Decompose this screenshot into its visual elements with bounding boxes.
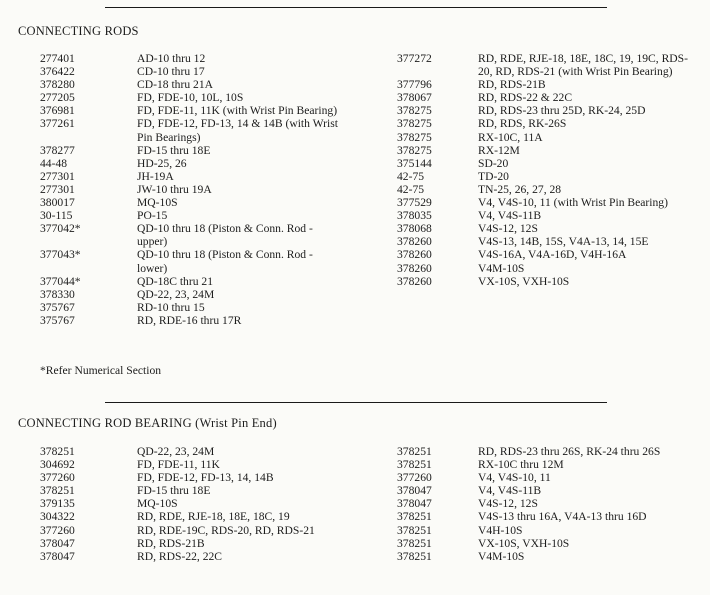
model-description: V4M-10S xyxy=(478,261,525,275)
part-number: 378251 xyxy=(397,549,432,563)
part-number: 30-115 xyxy=(40,209,73,223)
list-item xyxy=(397,131,697,144)
part-number: 304692 xyxy=(40,458,75,472)
list-item xyxy=(40,117,340,143)
list-item xyxy=(40,222,340,248)
model-description: RD, RDE, RJE-18, 18E, 18C, 19, 19C, RDS-20, RD, RDS-21 (with Wrist Pin Bearing) xyxy=(478,52,688,79)
list-item xyxy=(397,537,697,550)
part-number: 379135 xyxy=(40,497,75,511)
part-number: 378275 xyxy=(397,143,432,157)
section1-left-column xyxy=(40,52,340,327)
part-number: 377261 xyxy=(40,117,75,131)
model-description: V4S-13, 14B, 15S, V4A-13, 14, 15E xyxy=(478,235,649,249)
list-item xyxy=(40,314,340,327)
model-description: FD, FDE-12, FD-13, 14 & 14B (with Wrist Pin Bearings) xyxy=(137,117,338,144)
top-rule xyxy=(105,7,607,8)
model-description: VX-10S, VXH-10S xyxy=(478,274,570,288)
model-description: JW-10 thru 19A xyxy=(137,182,212,196)
list-item xyxy=(40,301,340,314)
model-description: QD-18C thru 21 xyxy=(137,274,213,288)
part-number: 378251 xyxy=(397,510,432,524)
list-item xyxy=(40,550,340,563)
model-description: AD-10 thru 12 xyxy=(137,52,206,65)
part-number: 304322 xyxy=(40,510,75,524)
part-number: 378275 xyxy=(397,117,432,131)
list-item xyxy=(40,157,340,170)
list-item xyxy=(397,458,697,471)
model-description: RD, RDS-22, 22C xyxy=(137,549,223,563)
model-description: VX-10S, VXH-10S xyxy=(478,536,570,550)
list-item xyxy=(397,144,697,157)
model-description: FD-15 thru 18E xyxy=(137,143,211,157)
model-description: V4, V4S-11B xyxy=(478,209,542,223)
part-number: 377272 xyxy=(397,52,432,65)
list-item xyxy=(40,275,340,288)
footnote: *Refer Numerical Section xyxy=(40,364,162,377)
section2-heading: CONNECTING ROD BEARING (Wrist Pin End) xyxy=(18,416,277,430)
part-number: 378067 xyxy=(397,91,432,105)
part-number: 378260 xyxy=(397,274,432,288)
model-description: TN-25, 26, 27, 28 xyxy=(478,182,562,196)
model-description: QD-10 thru 18 (Piston & Conn. Rod - upper) xyxy=(137,222,313,249)
part-number: 378047 xyxy=(397,484,432,498)
model-description: FD, FDE-11, 11K xyxy=(137,458,220,472)
model-description: HD-25, 26 xyxy=(137,156,187,170)
model-description: JH-19A xyxy=(137,169,174,183)
part-number: 378275 xyxy=(397,104,432,118)
list-item xyxy=(397,484,697,497)
list-item xyxy=(397,445,697,458)
model-description: V4S-13 thru 16A, V4A-13 thru 16D xyxy=(478,510,647,524)
part-number: 277301 xyxy=(40,169,75,183)
part-number: 377044* xyxy=(40,274,81,288)
part-number: 378251 xyxy=(40,484,75,498)
model-description: RX-10C thru 12M xyxy=(478,458,564,472)
model-description: QD-22, 23, 24M xyxy=(137,445,215,458)
model-description: V4S-12, 12S xyxy=(478,222,538,236)
part-number: 378260 xyxy=(397,235,432,249)
part-number: 378047 xyxy=(397,497,432,511)
model-description: RD, RDS-23 thru 25D, RK-24, 25D xyxy=(478,104,646,118)
list-item xyxy=(40,104,340,117)
part-number: 378251 xyxy=(40,445,75,458)
part-number: 377043* xyxy=(40,248,81,262)
model-description: FD, FDE-10, 10L, 10S xyxy=(137,91,244,105)
part-number: 377529 xyxy=(397,196,432,210)
model-description: QD-10 thru 18 (Piston & Conn. Rod - lower) xyxy=(137,248,313,275)
part-number: 378251 xyxy=(397,523,432,537)
list-item xyxy=(397,117,697,130)
list-item xyxy=(397,248,697,261)
part-number: 377260 xyxy=(40,471,75,485)
model-description: V4S-12, 12S xyxy=(478,497,538,511)
model-description: PO-15 xyxy=(137,209,168,223)
part-number: 377260 xyxy=(40,523,75,537)
list-item xyxy=(40,170,340,183)
part-number: 42-75 xyxy=(397,182,425,196)
part-number: 377042* xyxy=(40,222,81,236)
part-number: 277205 xyxy=(40,91,75,105)
list-item xyxy=(397,510,697,523)
part-number: 377796 xyxy=(397,78,432,92)
part-number: 378330 xyxy=(40,287,75,301)
section1-heading: CONNECTING RODS xyxy=(18,24,139,38)
model-description: RD, RDS-22 & 22C xyxy=(478,91,573,105)
model-description: V4, V4S-10, 11 (with Wrist Pin Bearing) xyxy=(478,196,668,210)
part-number: 378260 xyxy=(397,248,432,262)
list-item xyxy=(397,550,697,563)
list-item xyxy=(397,497,697,510)
model-description: RX-10C, 11A xyxy=(478,130,543,144)
part-number: 378275 xyxy=(397,130,432,144)
part-number: 375144 xyxy=(397,156,432,170)
list-item xyxy=(40,248,340,274)
model-description: FD, FDE-11, 11K (with Wrist Pin Bearing) xyxy=(137,104,338,118)
list-item xyxy=(40,91,340,104)
model-description: RD, RDS-21B xyxy=(478,78,546,92)
list-item xyxy=(40,196,340,209)
model-description: RD, RDE-16 thru 17R xyxy=(137,313,242,327)
list-item xyxy=(397,91,697,104)
part-number: 42-75 xyxy=(397,169,425,183)
list-item xyxy=(397,183,697,196)
list-item xyxy=(397,471,697,484)
list-item xyxy=(397,78,697,91)
list-item xyxy=(397,52,697,78)
list-item xyxy=(40,52,340,65)
model-description: CD-18 thru 21A xyxy=(137,78,213,92)
model-description: RD, RDS-21B xyxy=(137,536,205,550)
model-description: MQ-10S xyxy=(137,497,178,511)
list-item xyxy=(397,157,697,170)
part-number: 380017 xyxy=(40,196,75,210)
model-description: V4M-10S xyxy=(478,549,525,563)
model-description: V4, V4S-10, 11 xyxy=(478,471,551,485)
list-item xyxy=(40,484,340,497)
model-description: V4H-10S xyxy=(478,523,523,537)
part-number: 378035 xyxy=(397,209,432,223)
part-number: 378047 xyxy=(40,536,75,550)
list-item xyxy=(397,222,697,235)
part-number: 378280 xyxy=(40,78,75,92)
model-description: RD, RDS-23 thru 26S, RK-24 thru 26S xyxy=(478,445,661,458)
model-description: FD-15 thru 18E xyxy=(137,484,211,498)
part-number: 375767 xyxy=(40,300,75,314)
list-item xyxy=(40,209,340,222)
model-description: CD-10 thru 17 xyxy=(137,65,205,79)
model-description: MQ-10S xyxy=(137,196,178,210)
part-number: 375767 xyxy=(40,313,75,327)
model-description: V4, V4S-11B xyxy=(478,484,542,498)
list-item xyxy=(397,196,697,209)
model-description: RD, RDS, RK-26S xyxy=(478,117,567,131)
model-description: V4S-16A, V4A-16D, V4H-16A xyxy=(478,248,627,262)
list-item xyxy=(40,78,340,91)
list-item xyxy=(397,170,697,183)
part-number: 277401 xyxy=(40,52,75,65)
list-item xyxy=(397,235,697,248)
model-description: QD-22, 23, 24M xyxy=(137,287,215,301)
part-number: 44-48 xyxy=(40,156,68,170)
part-number: 378251 xyxy=(397,445,432,458)
section2-left-column xyxy=(40,445,340,563)
section2-right-column xyxy=(397,445,697,563)
list-item xyxy=(40,288,340,301)
model-description: RD, RDE, RJE-18, 18E, 18C, 19 xyxy=(137,510,290,524)
part-number: 378068 xyxy=(397,222,432,236)
part-number: 378277 xyxy=(40,143,75,157)
list-item xyxy=(40,537,340,550)
section1-right-column xyxy=(397,52,697,288)
part-number: 378251 xyxy=(397,458,432,472)
list-item xyxy=(40,458,340,471)
list-item xyxy=(397,209,697,222)
part-number: 376981 xyxy=(40,104,75,118)
model-description: RD, RDE-19C, RDS-20, RD, RDS-21 xyxy=(137,523,315,537)
list-item xyxy=(40,524,340,537)
model-description: TD-20 xyxy=(478,169,509,183)
middle-rule xyxy=(105,402,607,403)
part-number: 377260 xyxy=(397,471,432,485)
part-number: 378251 xyxy=(397,536,432,550)
list-item xyxy=(397,275,697,288)
list-item xyxy=(40,510,340,523)
model-description: RX-12M xyxy=(478,143,520,157)
list-item xyxy=(40,445,340,458)
list-item xyxy=(397,262,697,275)
list-item xyxy=(40,65,340,78)
part-number: 376422 xyxy=(40,65,75,79)
model-description: FD, FDE-12, FD-13, 14, 14B xyxy=(137,471,274,485)
part-number: 378047 xyxy=(40,549,75,563)
list-item xyxy=(397,524,697,537)
list-item xyxy=(40,497,340,510)
model-description: SD-20 xyxy=(478,156,509,170)
part-number: 378260 xyxy=(397,261,432,275)
list-item xyxy=(40,183,340,196)
list-item xyxy=(40,144,340,157)
model-description: RD-10 thru 15 xyxy=(137,300,205,314)
list-item xyxy=(40,471,340,484)
part-number: 277301 xyxy=(40,182,75,196)
list-item xyxy=(397,104,697,117)
